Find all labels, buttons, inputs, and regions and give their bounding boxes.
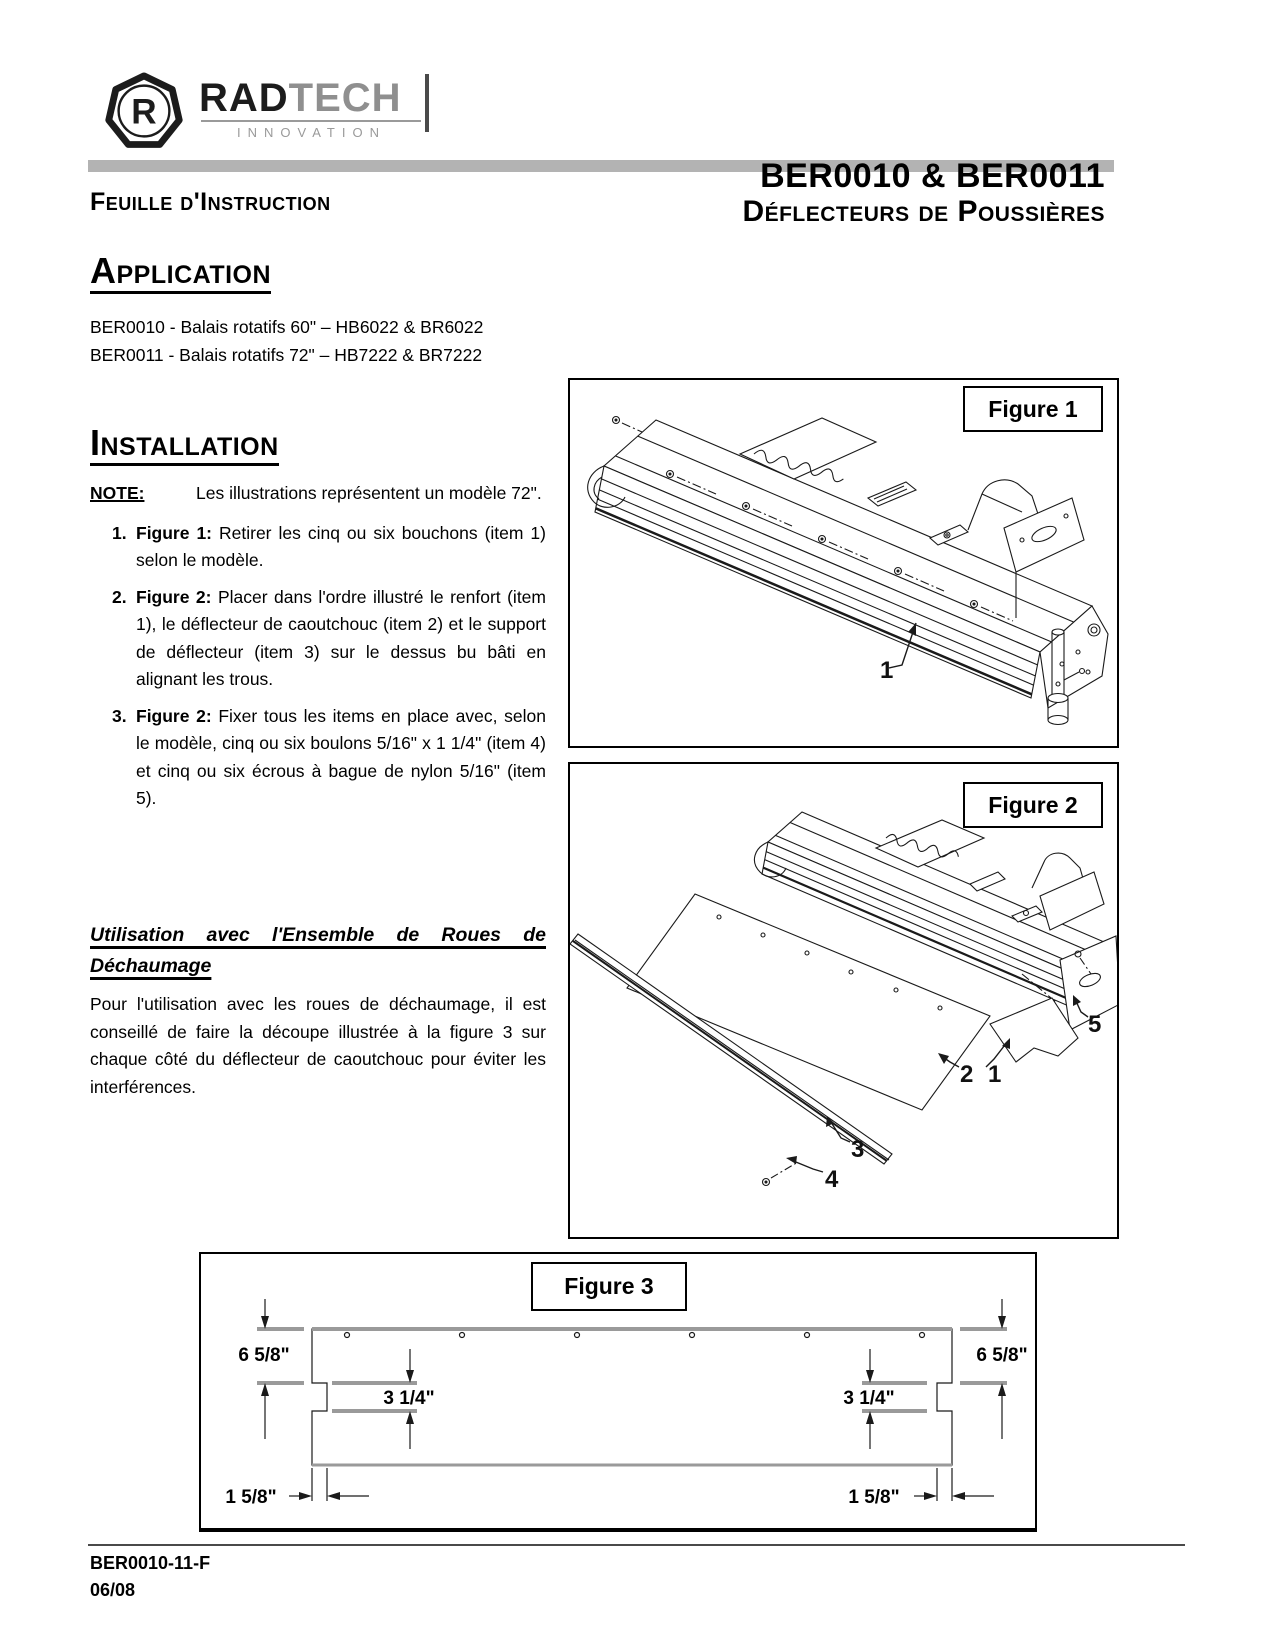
figure-1-label: Figure 1 xyxy=(963,386,1103,432)
footer xyxy=(90,1550,210,1604)
application-model-line: BER0010 - Balais rotatifs 60" – HB6022 & BR6022 xyxy=(90,317,484,337)
fig1-callout-1: 1 xyxy=(880,657,894,684)
step-number: 3. xyxy=(112,705,127,726)
figure-3-label: Figure 3 xyxy=(531,1262,687,1311)
wheel-kit-section xyxy=(90,920,546,1101)
fig3-dim-depth-right: 1 5/8" xyxy=(848,1487,900,1508)
figure-2-box xyxy=(568,762,1119,1239)
fig3-dim-notch-left: 3 1/4" xyxy=(383,1388,435,1409)
step-number: 1. xyxy=(112,522,127,543)
note-text: Les illustrations représentent un modèle 72". xyxy=(196,483,542,503)
application-model-line: BER0011 - Balais rotatifs 72" – HB7222 & BR7222 xyxy=(90,344,483,365)
fig2-callout-1: 1 xyxy=(988,1061,1002,1088)
installation-heading: Installation xyxy=(90,424,279,466)
footer-doc-number: BER0010-11-F xyxy=(90,1553,211,1573)
fig2-callout-3: 3 xyxy=(851,1136,865,1163)
logo-tagline: INNOVATION xyxy=(237,125,386,140)
doc-type-title: Feuille d'Instruction xyxy=(90,188,331,216)
installation-step-3 xyxy=(112,703,546,813)
step-text: Retirer les cinq ou six bouchons (item 1) selon le modèle. xyxy=(136,522,546,570)
footer-date: 06/08 xyxy=(90,1580,136,1600)
figure-1-box xyxy=(568,378,1119,748)
application-heading: Application xyxy=(90,252,271,294)
logo-rule xyxy=(201,120,421,122)
radtech-logo-mark-icon xyxy=(103,70,185,154)
product-codes: BER0010 & BER0011 xyxy=(760,157,1105,195)
installation-step-2 xyxy=(112,584,546,694)
figure-2-label: Figure 2 xyxy=(963,782,1103,828)
figure-2-drawing xyxy=(570,764,1117,1237)
wheel-kit-body: Pour l'utilisation avec les roues de déchaumage, il est conseillé de faire la découpe illustrée à la figure 3 sur chaque côté du déflecteur de caoutchouc pour éviter les interférences. xyxy=(90,994,546,1097)
product-name: Déflecteurs de Poussières xyxy=(742,195,1105,228)
logo-vertical-bar xyxy=(425,74,429,132)
product-title-block xyxy=(742,158,1105,229)
fig2-callout-4: 4 xyxy=(825,1166,839,1193)
wheel-kit-heading: Utilisation avec l'Ensemble de Roues de Déchaumage xyxy=(90,924,546,977)
installation-step-1 xyxy=(112,520,546,575)
installation-steps xyxy=(112,520,546,813)
figure-1-drawing xyxy=(570,380,1117,746)
radtech-logo xyxy=(103,70,421,154)
logo-brand xyxy=(199,78,421,118)
fig2-callout-2: 2 xyxy=(960,1061,974,1088)
logo-letter: R xyxy=(131,92,157,132)
fig3-dim-depth-left: 1 5/8" xyxy=(225,1487,277,1508)
step-text: Fixer tous les items en place avec, selon le modèle, cinq ou six boulons 5/16" x 1 1/4" (item 4) et cinq ou six écrous à bague de nylon 5/16" (item 5). xyxy=(136,705,546,808)
note-label: NOTE: xyxy=(90,483,145,503)
logo-brand-tech: TECH xyxy=(288,76,402,120)
figure-3-box xyxy=(199,1252,1037,1532)
footer-rule xyxy=(88,1544,1185,1546)
step-text: Placer dans l'ordre illustré le renfort (item 1), le déflecteur de caoutchouc (item 2) et le support de déflecteur (item 3) sur le dessus bu bâti en alignant les trous. xyxy=(136,586,546,689)
fig3-dim-top-left: 6 5/8" xyxy=(238,1345,290,1366)
application-section xyxy=(90,252,710,369)
step-figure-ref: Figure 1: xyxy=(136,522,213,543)
installation-section xyxy=(90,424,546,822)
step-figure-ref: Figure 2: xyxy=(136,705,212,726)
step-figure-ref: Figure 2: xyxy=(136,586,212,607)
installation-note xyxy=(90,480,546,508)
logo-brand-rad: RAD xyxy=(199,76,289,120)
fig3-dim-top-right: 6 5/8" xyxy=(976,1345,1028,1366)
fig2-callout-5: 5 xyxy=(1088,1011,1102,1038)
step-number: 2. xyxy=(112,586,127,607)
fig3-dim-notch-right: 3 1/4" xyxy=(843,1388,895,1409)
